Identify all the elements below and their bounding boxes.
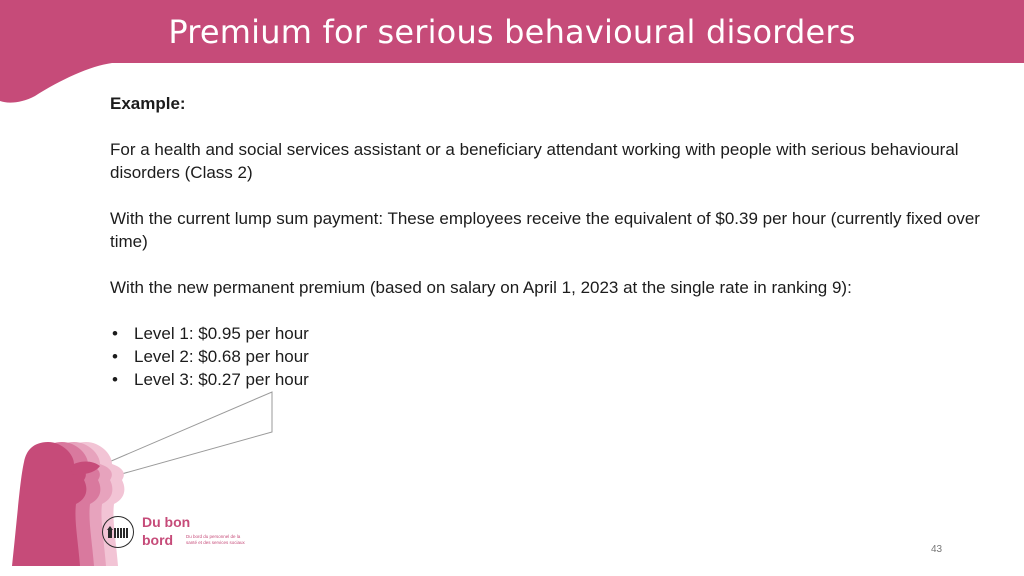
example-heading: Example:: [110, 94, 186, 113]
list-item-text: Level 3: $0.27 per hour: [134, 370, 309, 389]
logo-line-1: Du bon: [142, 514, 191, 530]
paragraph-1: For a health and social services assistant or a beneficiary attendant working with people with serious behavioural disorders (Class 2): [110, 140, 959, 182]
list-item-text: Level 2: $0.68 per hour: [134, 347, 309, 366]
slide-body: [110, 92, 990, 391]
page-number: 43: [931, 544, 943, 555]
list-item-level-2: [110, 345, 990, 368]
list-item-level-1: [110, 322, 990, 345]
bullet-icon: •: [112, 347, 118, 366]
logo-badge-icon: [102, 516, 134, 548]
du-bon-bord-logo: [102, 514, 245, 554]
paragraph-3: With the new permanent premium (based on salary on April 1, 2023 at the single rate in ranking 9):: [110, 278, 852, 297]
logo-line-2: bord: [142, 532, 174, 548]
slide-title: Premium for serious behavioural disorders: [168, 13, 856, 51]
paragraph-2: With the current lump sum payment: These employees receive the equivalent of $0.39 per hour (currently fixed over time): [110, 209, 980, 251]
bullet-icon: •: [112, 370, 118, 389]
bullet-icon: •: [112, 324, 118, 343]
list-item-text: Level 1: $0.95 per hour: [134, 324, 309, 343]
logo-tagline: Du bord du personnel de la santé et des services sociaux: [186, 534, 245, 545]
